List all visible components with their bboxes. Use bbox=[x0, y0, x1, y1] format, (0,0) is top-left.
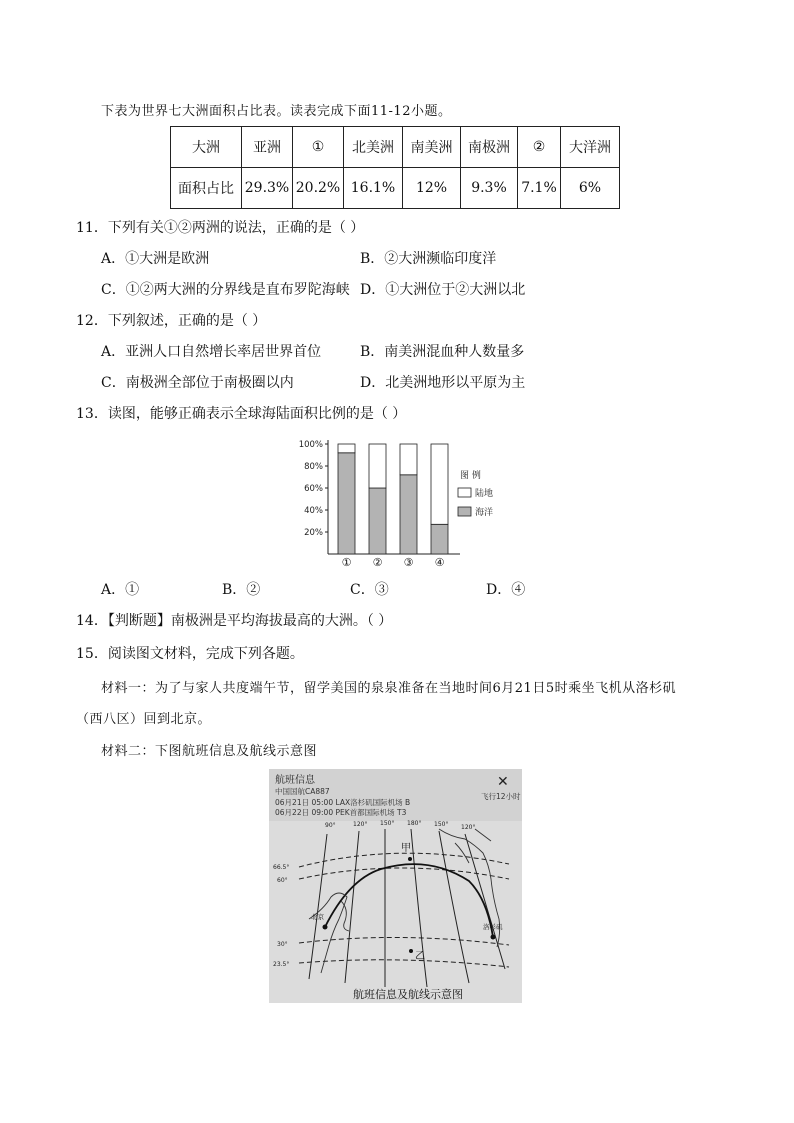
x-tick-label: ① bbox=[341, 556, 352, 569]
q11-option-b[interactable]: B．②大洲濒临印度洋 bbox=[360, 251, 497, 267]
q13-stem: 13．读图，能够正确表示全球海陆面积比例的是（ ） bbox=[76, 406, 407, 422]
flight-info-title: 航班信息 bbox=[275, 775, 315, 786]
table-cell: 7.1% bbox=[518, 168, 561, 209]
legend-swatch bbox=[458, 488, 471, 497]
beijing-point bbox=[323, 925, 328, 930]
q14-stem: 14．【判断题】南极洲是平均海拔最高的大洲。（ ） bbox=[76, 613, 393, 629]
lat-label: 66.5° bbox=[273, 864, 290, 871]
q13-option-a[interactable]: A．① bbox=[101, 582, 140, 598]
table-cell: 南极洲 bbox=[461, 127, 518, 168]
table-cell: 9.3% bbox=[461, 168, 518, 209]
q15-material-1: 材料一：为了与家人共度端午节，留学美国的泉泉准备在当地时间6月21日5时乘坐飞机从洛杉矶 bbox=[101, 681, 677, 696]
bar-segment-陆地 bbox=[400, 444, 417, 475]
table-cell: 6% bbox=[561, 168, 620, 209]
table-cell: 大洲 bbox=[171, 127, 242, 168]
q13-option-d[interactable]: D．④ bbox=[486, 582, 526, 598]
departure-info: 06月21日 05:00 LAX洛杉矶国际机场 B bbox=[275, 798, 411, 807]
bar-segment-陆地 bbox=[431, 444, 448, 524]
bar-segment-海洋 bbox=[338, 453, 355, 554]
legend-label: 海洋 bbox=[475, 508, 494, 518]
x-tick-label: ② bbox=[372, 556, 383, 569]
bar-segment-海洋 bbox=[369, 488, 386, 554]
bar-segment-海洋 bbox=[400, 475, 417, 554]
bar-segment-陆地 bbox=[369, 444, 386, 488]
y-tick-label: 60% bbox=[304, 484, 323, 494]
table-cell: 南美洲 bbox=[403, 127, 461, 168]
q11-option-c[interactable]: C．①②两大洲的分界线是直布罗陀海峡 bbox=[101, 282, 350, 298]
q12-option-d[interactable]: D．北美洲地形以平原为主 bbox=[360, 375, 526, 391]
table-cell: 北美洲 bbox=[344, 127, 403, 168]
close-icon[interactable]: ✕ bbox=[497, 774, 509, 790]
table-cell: 面积占比 bbox=[171, 168, 242, 209]
point-yi bbox=[409, 949, 413, 953]
y-tick-label: 40% bbox=[304, 506, 323, 516]
airline-code: 中国国航CA887 bbox=[275, 787, 330, 796]
table-cell: 29.3% bbox=[242, 168, 293, 209]
intro-text: 下表为世界七大洲面积占比表。读表完成下面11-12小题。 bbox=[101, 104, 452, 119]
sea-land-ratio-chart bbox=[290, 436, 510, 574]
chart-bars bbox=[338, 444, 448, 569]
q12-option-a[interactable]: A．亚洲人口自然增长率居世界首位 bbox=[101, 344, 322, 360]
legend-title: 图 例 bbox=[460, 471, 481, 481]
bar-segment-陆地 bbox=[338, 444, 355, 453]
q12-option-c[interactable]: C．南极洲全部位于南极圈以内 bbox=[101, 375, 294, 391]
lon-label: 150° bbox=[434, 821, 449, 828]
q15-material-2: 材料二：下图航班信息及航线示意图 bbox=[101, 744, 318, 759]
q15-material-1-cont: （西八区）回到北京。 bbox=[76, 712, 212, 727]
table-cell: 12% bbox=[403, 168, 461, 209]
lon-label: 90° bbox=[325, 822, 336, 829]
table-cell: ② bbox=[518, 127, 561, 168]
chart-legend bbox=[458, 469, 493, 518]
place-label-jia: 甲 bbox=[401, 843, 411, 854]
q13-option-b[interactable]: B．② bbox=[222, 582, 261, 598]
point-jia bbox=[408, 857, 412, 861]
place-label-beijing: 北京 bbox=[311, 913, 324, 921]
table-row bbox=[171, 168, 620, 209]
table-cell: 亚洲 bbox=[242, 127, 293, 168]
y-tick-label: 80% bbox=[304, 462, 323, 472]
continent-area-table bbox=[170, 126, 620, 209]
flight-route-map bbox=[269, 769, 522, 1003]
lat-label: 23.5° bbox=[273, 961, 290, 968]
lon-label: 120° bbox=[353, 821, 368, 828]
x-tick-label: ④ bbox=[434, 556, 445, 569]
table-cell: 16.1% bbox=[344, 168, 403, 209]
y-tick-label: 20% bbox=[304, 528, 323, 538]
y-tick-label: 100% bbox=[298, 440, 323, 450]
legend-label: 陆地 bbox=[475, 489, 494, 499]
table-cell: 20.2% bbox=[293, 168, 344, 209]
flight-duration: 飞行12小时 bbox=[481, 792, 521, 801]
x-tick-label: ③ bbox=[403, 556, 414, 569]
table-row bbox=[171, 127, 620, 168]
place-label-la: 洛杉矶 bbox=[483, 923, 503, 931]
table-cell: 大洋洲 bbox=[561, 127, 620, 168]
la-point bbox=[491, 935, 496, 940]
map-caption: 航班信息及航线示意图 bbox=[353, 988, 463, 1001]
lon-label: 120° bbox=[461, 824, 476, 831]
bar-segment-海洋 bbox=[431, 524, 448, 554]
lat-label: 60° bbox=[277, 877, 288, 884]
table-cell: ① bbox=[293, 127, 344, 168]
lat-label: 30° bbox=[277, 941, 288, 948]
q11-stem: 11．下列有关①②两洲的说法，正确的是（ ） bbox=[76, 220, 365, 236]
place-label-yi: 乙 bbox=[415, 951, 425, 962]
q11-option-d[interactable]: D．①大洲位于②大洲以北 bbox=[360, 282, 526, 298]
lon-label: 180° bbox=[407, 820, 422, 827]
q12-option-b[interactable]: B．南美洲混血种人数量多 bbox=[360, 344, 525, 360]
q12-stem: 12．下列叙述，正确的是（ ） bbox=[76, 313, 267, 329]
q11-option-a[interactable]: A．①大洲是欧洲 bbox=[101, 251, 210, 267]
q13-option-c[interactable]: C．③ bbox=[350, 582, 389, 598]
arrival-info: 06月22日 09:00 PEK首都国际机场 T3 bbox=[275, 808, 407, 817]
lon-label: 150° bbox=[380, 820, 395, 827]
q15-stem: 15．阅读图文材料，完成下列各题。 bbox=[76, 646, 304, 662]
legend-swatch bbox=[458, 507, 471, 516]
